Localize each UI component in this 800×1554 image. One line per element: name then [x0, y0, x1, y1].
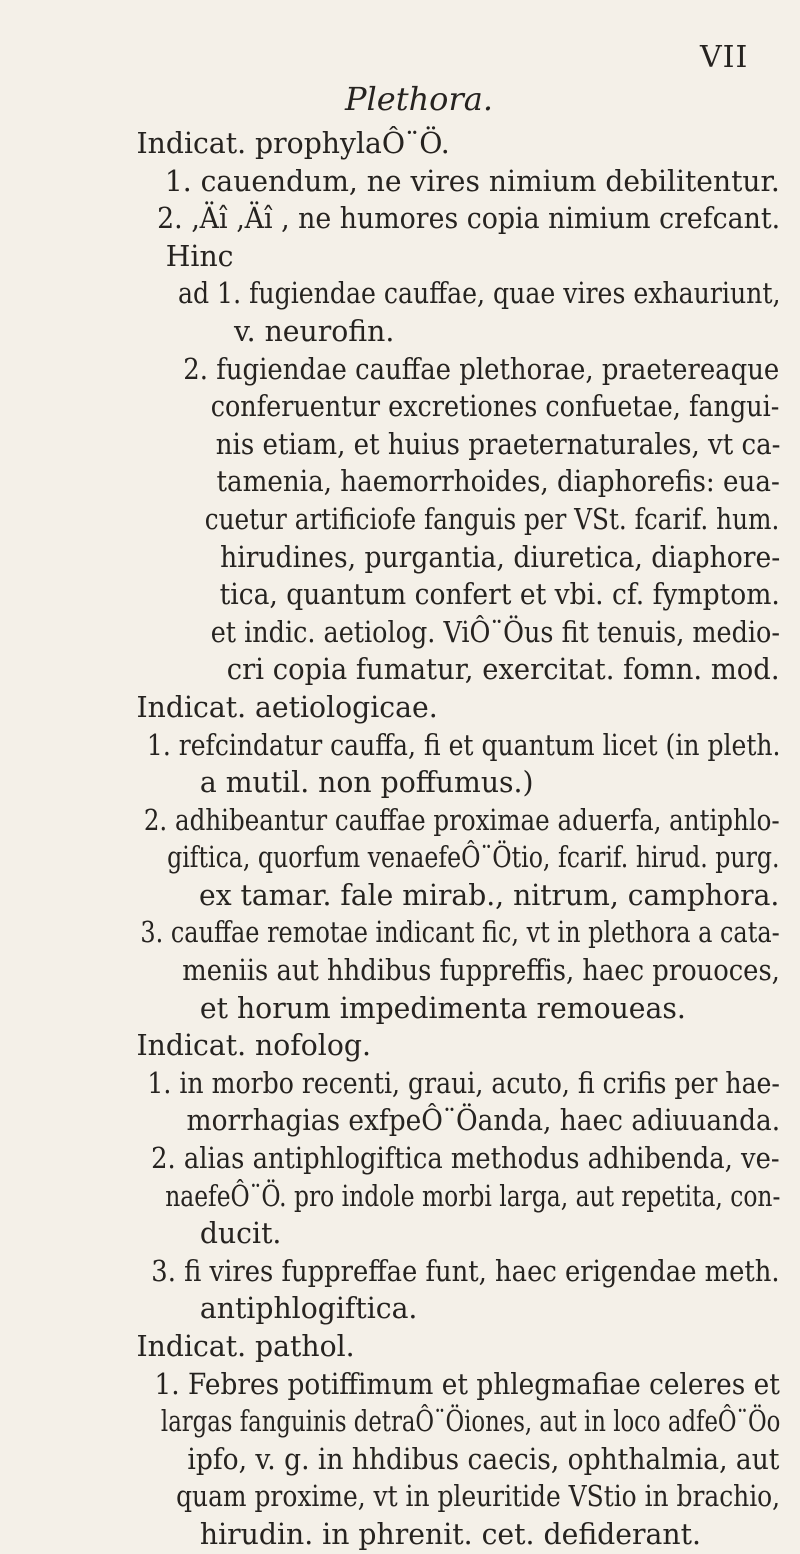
text-line: morrhagias exfpeÔ¨Öanda, haec adiuuanda. — [186, 1103, 781, 1138]
text-line: 2. fugiendae cauffae plethorae, praetereaque — [183, 351, 780, 386]
text-line: et indic. aetiolog. ViÔ¨Öus fit tenuis, medio- — [210, 614, 780, 649]
text-line: naefeÔ¨Ö. pro indole morbi larga, aut repetita, con- — [165, 1178, 781, 1213]
text-line: Indicat. aetiologicae. — [136, 689, 438, 724]
text-line: giftica, quorfum venaefeÔ¨Ötio, fcarif. hirud. purg. — [167, 840, 780, 875]
text-line: et horum impedimenta remoueas. — [199, 990, 686, 1025]
text-line: 1. cauendum, ne vires nimium debilitentur. — [164, 163, 780, 198]
text-line: a mutil. non poffumus.) — [199, 765, 534, 800]
running-heading: Plethora. — [345, 80, 493, 118]
text-line: hirudines, purgantia, diuretica, diaphore- — [220, 539, 781, 574]
text-line: cri copia fumatur, exercitat. fomn. mod. — [226, 652, 780, 687]
text-line: ducit. — [199, 1216, 282, 1251]
text-line: 1. Febres potiffimum et phlegmafiae celeres et — [154, 1366, 780, 1401]
text-line: meniis aut hhdibus fuppreffis, haec prouoces, — [182, 953, 780, 988]
text-line: ad 1. fugiendae cauffae, quae vires exhauriunt, — [177, 276, 781, 311]
text-line: conferuentur excretiones confuetae, fangui- — [210, 389, 780, 424]
text-line: v. neurofin. — [234, 313, 395, 348]
text-line: tamenia, haemorrhoides, diaphorefis: eua- — [216, 464, 780, 499]
text-line: ex tamar. fale mirab., nitrum, camphora. — [199, 877, 780, 912]
text-line: 2. adhibeantur cauffae proximae aduerfa, antiphlo- — [143, 802, 780, 837]
text-line: 3. fi vires fuppreffae funt, haec erigendae meth. — [151, 1253, 780, 1288]
text-line: ipfo, v. g. in hhdibus caecis, ophthalmia, aut — [187, 1441, 780, 1476]
text-line: 2. ‚Äî ‚Äî , ne humores copia nimium crefcant. — [157, 201, 781, 236]
text-line: Indicat. nofolog. — [136, 1028, 371, 1063]
text-body — [0, 125, 800, 1554]
text-line: hirudin. in phrenit. cet. defiderant. — [199, 1516, 701, 1551]
text-line: quam proxime, vt in pleuritide VStio in brachio, — [176, 1479, 781, 1514]
text-line: largas fanguinis detraÔ¨Öiones, aut in loco adfeÔ¨Öo — [160, 1404, 781, 1439]
text-line: cuetur artificiofe fanguis per VSt. fcarif. hum. — [204, 501, 780, 536]
text-line: Indicat. pathol. — [136, 1329, 355, 1363]
text-line: 1. in morbo recenti, graui, acuto, fi crifis per hae- — [147, 1065, 780, 1100]
page-number: VII — [700, 40, 749, 75]
text-line: nis etiam, et huius praeternaturales, vt ca- — [215, 426, 781, 461]
text-line: antiphlogiftica. — [199, 1291, 418, 1326]
text-line: 3. cauffae remotae indicant fic, vt in plethora a cata- — [140, 915, 780, 950]
text-line: 2. alias antiphlogiftica methodus adhibenda, ve- — [151, 1141, 780, 1176]
text-line: Indicat. prophylaÔ¨Ö. — [136, 126, 450, 160]
text-line: tica, quantum confert et vbi. cf. fymptom. — [219, 577, 780, 612]
text-line: Hinc — [165, 238, 234, 273]
text-line: 1. refcindatur cauffa, fi et quantum licet (in pleth. — [146, 727, 781, 762]
